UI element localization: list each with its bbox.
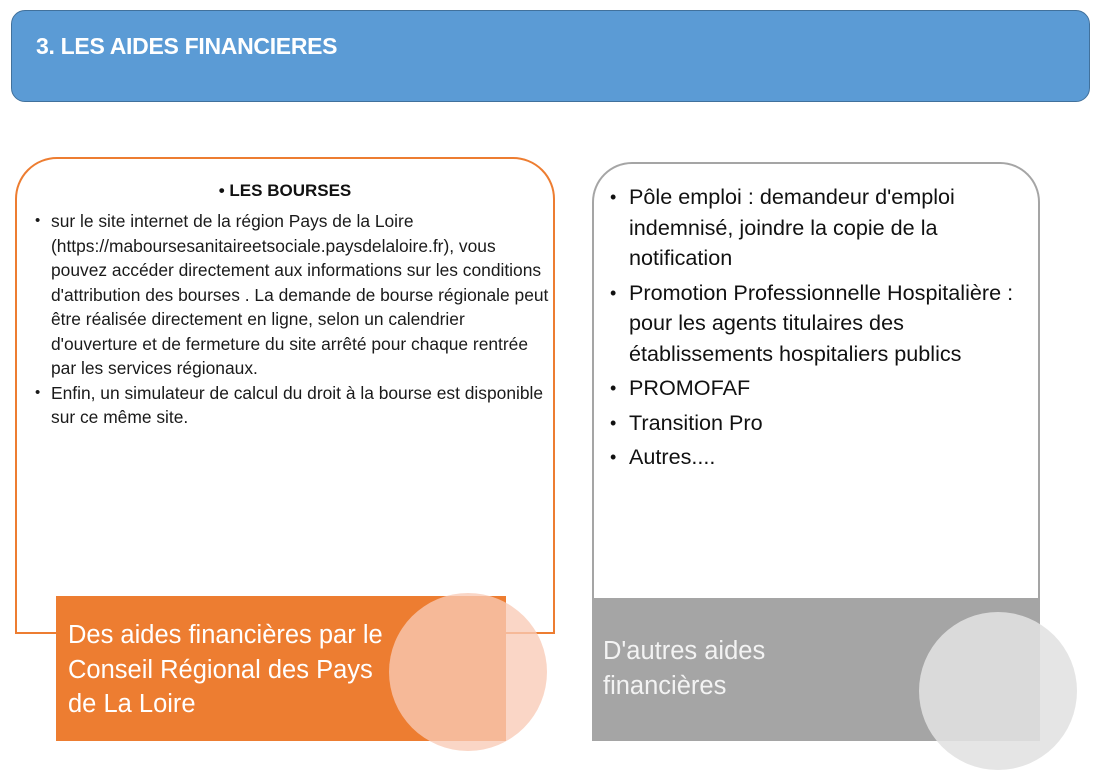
decorative-circle-gray (919, 612, 1077, 770)
list-item: • Transition Pro (610, 408, 1030, 439)
list-item: • PROMOFAF (610, 373, 1030, 404)
list-item: • Pôle emploi : demandeur d'emploi indemnisé, joindre la copie de la notification (610, 182, 1030, 274)
regional-aid-label: Des aides financières par le Conseil Régional des Pays de La Loire (68, 621, 383, 718)
section-header (11, 10, 1090, 102)
section-title: 3. LES AIDES FINANCIERES (36, 33, 338, 59)
bourses-list (35, 209, 550, 430)
other-aid-card (592, 162, 1040, 602)
other-aid-label: D'autres aides financières (603, 637, 766, 700)
list-item: • Enfin, un simulateur de calcul du droit à la bourse est disponible sur ce même site. (35, 381, 550, 430)
list-item: • Autres.... (610, 442, 1030, 473)
decorative-circle-orange (389, 593, 547, 751)
list-item: • sur le site internet de la région Pays de la Loire (https://maboursesanitaireetsociale.paysdelaloire.fr), vous pouvez accéder directement aux informations sur les conditions d'attribution des bourses . La demande de bourse régionale peut être réalisée directement en ligne, selon un calendrier d'ouverture et de fermeture du site arrêté pour chaque rentrée par les services régionaux. (35, 209, 550, 381)
list-item: • Promotion Professionnelle Hospitalière : pour les agents titulaires des établissements hospitaliers publics (610, 278, 1030, 370)
bourses-heading: • LES BOURSES (218, 181, 352, 200)
bourses-card (15, 157, 555, 634)
other-aid-list (610, 182, 1030, 477)
